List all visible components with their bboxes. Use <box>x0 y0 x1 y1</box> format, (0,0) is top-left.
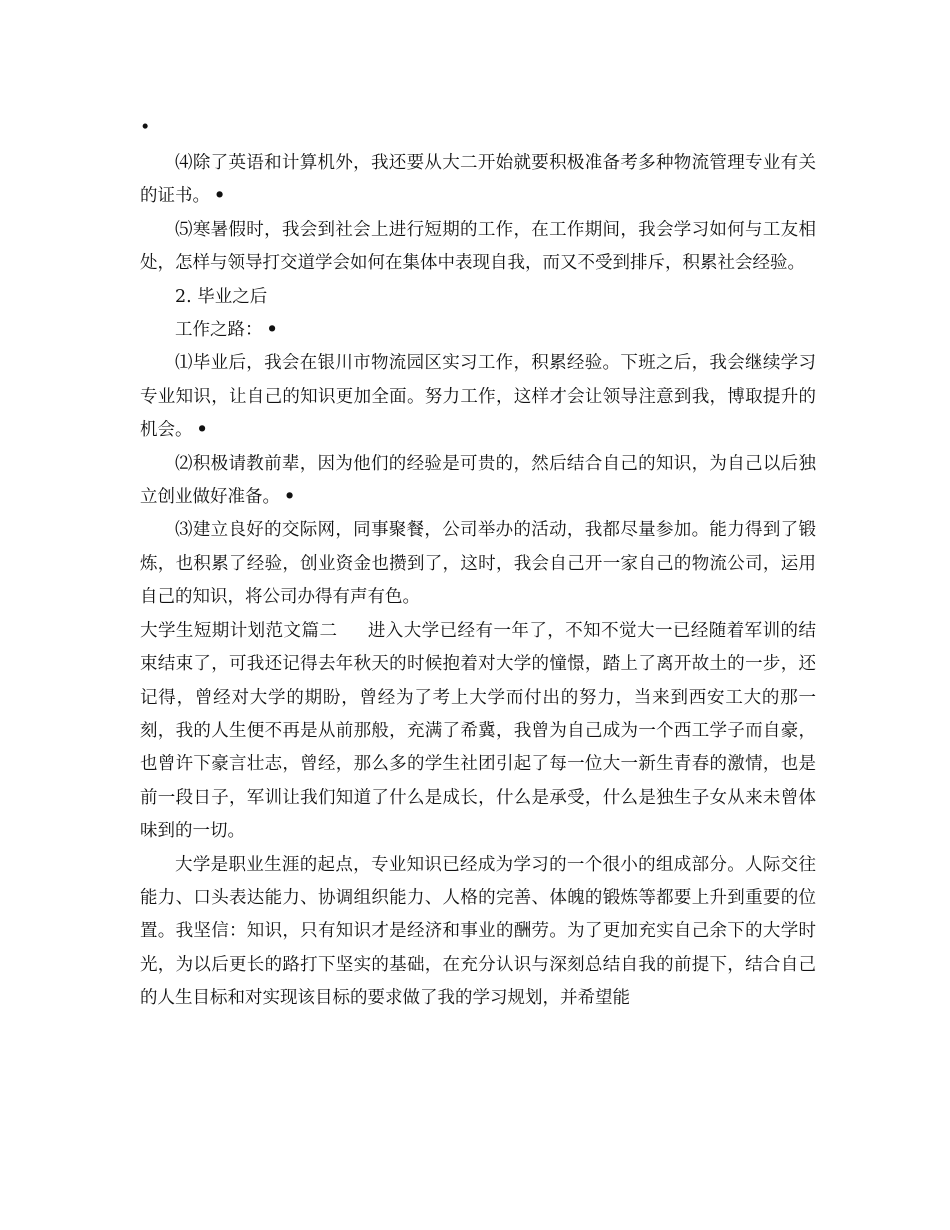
paragraph-text: ⑵积极请教前辈，因为他们的经验是可贵的，然后结合自己的知识，为自己以后独立创业做好准备。 <box>140 453 816 508</box>
paragraph-text: 进入大学已经有一年了，不知不觉大一已经随着军训的结束结束了，可我还记得去年秋天的时候抱着对大学的憧憬，踏上了离开故土的一步，还记得，曾经对大学的期盼，曾经为了考上大学而付出的努力，当来到西安工大的那一刻，我的人生便不再是从前那般，充满了希冀，我曾为自己成为一个西工学子而自豪，也曾许下豪言壮志，曾经，那么多的学生社团引起了每一位大一新生青春的激情，也是前一段日子，军训让我们知道了什么是成长，什么是承受，什么是独生子女从来未曾体味到的一切。 <box>140 620 816 842</box>
paragraph-text: ⑷除了英语和计算机外，我还要从大二开始就要积极准备考多种物流管理专业有关的证书。 <box>140 153 816 207</box>
paragraph-vacation-work: ⑸寒暑假时，我会到社会上进行短期的工作，在工作期间，我会学习如何与工友相处，怎样与领导打交道学会如何在集体中表现自我，而又不受到排斥，积累社会经验。 <box>140 219 816 274</box>
subheading-text: 工作之路： <box>175 320 263 341</box>
paragraph-internship <box>140 347 816 447</box>
bullet-marker: • <box>284 487 296 508</box>
article-title: 大学生短期计划范文篇二 <box>140 620 338 641</box>
bullet-marker: • <box>196 420 208 441</box>
paragraph-certificates <box>140 147 816 214</box>
bullet-marker: • <box>214 186 226 207</box>
subheading-work-road <box>140 314 816 347</box>
bullet-marker: • <box>140 118 151 138</box>
paragraph-seniors <box>140 448 816 515</box>
document-body <box>140 147 816 1016</box>
bullet-marker: • <box>266 320 278 341</box>
paragraph-article-two <box>140 615 816 849</box>
paragraph-career-start: 大学是职业生涯的起点，专业知识已经成为学习的一个很小的组成部分。人际交往能力、口头表达能力、协调组织能力、人格的完善、体魄的锻炼等都要上升到重要的位置。我坚信：知识，只有知识才是经济和事业的酬劳。为了更加充实自己余下的大学时光，为以后更长的路打下坚实的基础，在充分认识与深刻总结自我的前提下，结合自己的人生目标和对实现该目标的要求做了我的学习规划，并希望能 <box>140 854 816 1009</box>
paragraph-network: ⑶建立良好的交际网，同事聚餐，公司举办的活动，我都尽量参加。能力得到了锻炼，也积累了经验，创业资金也攒到了，这时，我会自己开一家自己的物流公司，运用自己的知识，将公司办得有声有色。 <box>140 520 816 608</box>
paragraph-text: ⑴毕业后，我会在银川市物流园区实习工作，积累经验。下班之后，我会继续学习专业知识，让自己的知识更加全面。努力工作，这样才会让领导注意到我，博取提升的机会。 <box>140 353 816 441</box>
section-heading-after-graduation: 2. 毕业之后 <box>175 286 268 307</box>
